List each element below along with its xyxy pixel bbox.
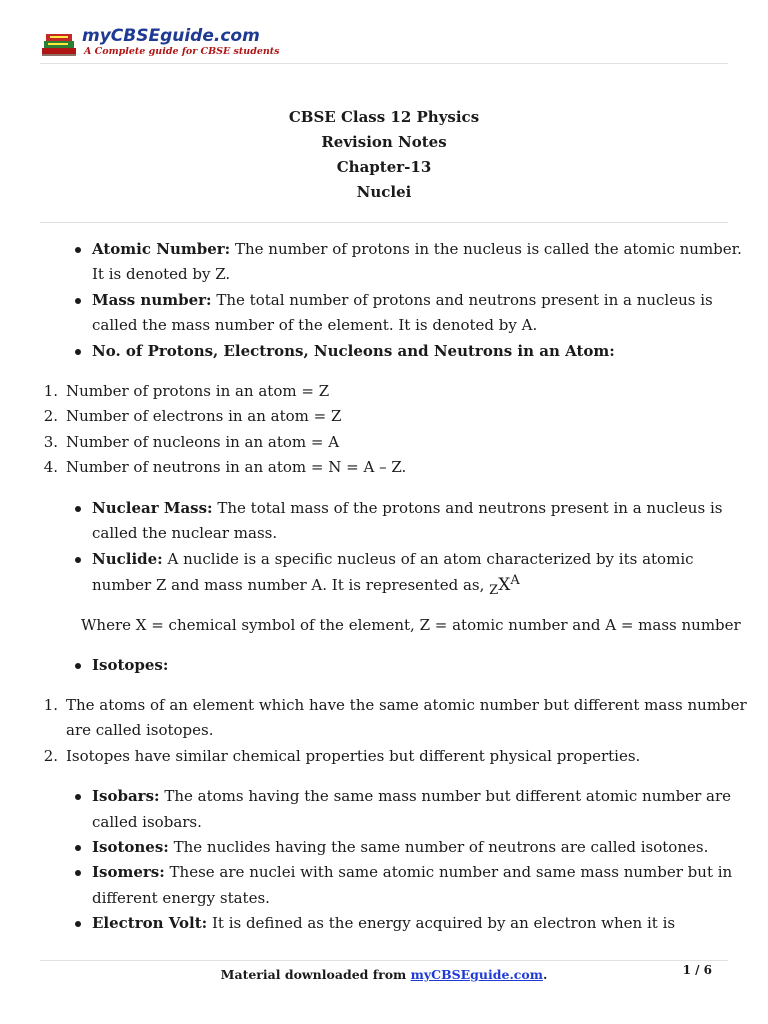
isomers-text-cont: different energy states.	[92, 889, 270, 907]
isobars-text-cont: called isobars.	[92, 813, 202, 831]
isomers-text: These are nuclei with same atomic number and same mass number but in	[164, 863, 733, 881]
list-text: Number of electrons in an atom = Z	[66, 407, 342, 425]
electron-volt-text: It is defined as the energy acquired by an electron when it is	[207, 914, 676, 932]
nuclide-text: A nuclide is a specific nucleus of an atom characterized by its atomic	[162, 550, 694, 568]
bullet-isomers	[92, 860, 732, 886]
nuclide-symbol: X	[498, 575, 511, 595]
title-line-notes: Revision Notes	[321, 133, 447, 151]
term-mass-number: Mass number:	[92, 291, 212, 309]
bullet-mass-number	[92, 288, 713, 314]
title-divider	[40, 222, 728, 223]
bullet-counts-heading: No. of Protons, Electrons, Nucleons and Neutrons in an Atom:	[92, 339, 615, 365]
bullet-nuclear-mass	[92, 496, 722, 522]
list-text: Number of nucleons in an atom = A	[66, 433, 340, 451]
footer-link[interactable]: myCBSEguide.com	[410, 967, 543, 982]
header-divider	[40, 63, 728, 64]
list-number: 4.	[43, 458, 58, 476]
bullet-isotones	[92, 835, 708, 861]
bullet-atomic-number	[92, 237, 742, 263]
title-line-course: CBSE Class 12 Physics	[288, 108, 480, 126]
nuclide-symbol-subscript: Z	[489, 583, 499, 598]
term-isobars: Isobars:	[92, 787, 160, 805]
list-text: Isotopes have similar chemical properties but different physical properties.	[66, 747, 641, 765]
term-nuclide: Nuclide:	[92, 550, 163, 568]
list-number: 1.	[43, 382, 58, 400]
mass-number-text-cont: called the mass number of the element. It is denoted by A.	[92, 316, 538, 334]
logo-tagline: A Complete guide for CBSE students	[84, 46, 280, 57]
footer-divider	[40, 960, 728, 961]
site-logo[interactable]	[40, 26, 280, 62]
bullet-isobars	[92, 784, 731, 810]
bullet-nuclide	[92, 547, 694, 573]
logo-name: myCBSEguide.com	[82, 26, 260, 46]
nuclide-text-2: number Z and mass number A. It is represented as,	[92, 576, 490, 594]
list-number: 1.	[43, 696, 58, 714]
books-icon	[40, 30, 80, 58]
isotones-text: The nuclides having the same number of neutrons are called isotones.	[168, 838, 709, 856]
nuclide-text-cont	[92, 573, 520, 600]
mass-number-text: The total number of protons and neutrons present in a nucleus is	[211, 291, 713, 309]
footer-prefix: Material downloaded from	[220, 967, 411, 982]
isobars-text: The atoms having the same mass number but different atomic number are	[159, 787, 732, 805]
footer-suffix: .	[542, 967, 548, 982]
nuclear-mass-text-cont: called the nuclear mass.	[92, 524, 278, 542]
atomic-number-text-cont: It is denoted by Z.	[92, 265, 231, 283]
nuclide-symbol-superscript: A	[510, 573, 520, 588]
term-isomers: Isomers:	[92, 863, 165, 881]
bullet-electron-volt	[92, 911, 675, 937]
atomic-number-text: The number of protons in the nucleus is called the atomic number.	[230, 240, 742, 258]
footer	[0, 962, 768, 988]
term-atomic-number: Atomic Number:	[92, 240, 231, 258]
title-line-topic: Nuclei	[356, 183, 412, 201]
term-electron-volt: Electron Volt:	[92, 914, 208, 932]
list-text: Number of protons in an atom = Z	[66, 382, 330, 400]
bullet-isotopes-heading: Isotopes:	[92, 653, 168, 679]
document-title	[0, 105, 768, 205]
page-number: 1 / 6	[682, 963, 712, 977]
list-text-cont: are called isotopes.	[66, 721, 214, 739]
nuclear-mass-text: The total mass of the protons and neutrons present in a nucleus is	[212, 499, 723, 517]
list-text: The atoms of an element which have the same atomic number but different mass number	[66, 696, 747, 714]
term-nuclear-mass: Nuclear Mass:	[92, 499, 213, 517]
list-text: Number of neutrons in an atom = N = A – Z.	[66, 458, 407, 476]
title-line-chapter: Chapter-13	[336, 158, 432, 176]
term-isotones: Isotones:	[92, 838, 169, 856]
nuclide-where-line: Where X = chemical symbol of the element, Z = atomic number and A = mass number	[81, 616, 741, 634]
list-number: 2.	[43, 747, 58, 765]
list-number: 2.	[43, 407, 58, 425]
list-number: 3.	[43, 433, 58, 451]
